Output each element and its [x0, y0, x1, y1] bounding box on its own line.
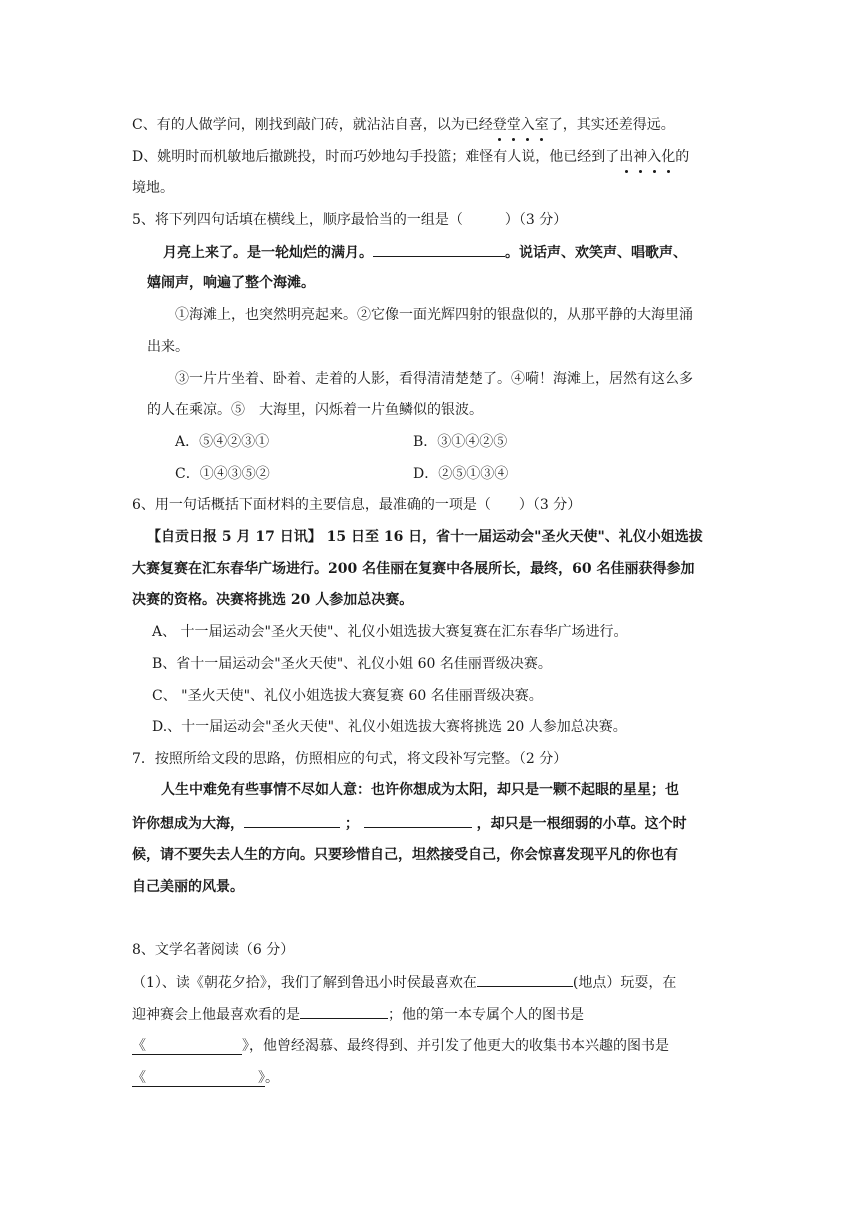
q4-option-d-continued: 境地。 [132, 180, 174, 196]
q5-answer-blank[interactable] [373, 242, 505, 257]
q5-stem: 5、将下列四句话填在横线上，顺序最恰当的一组是（ ）（3 分） [132, 212, 568, 228]
q7-passage-line2 [132, 813, 687, 834]
q5-passage-line1 [163, 242, 687, 263]
q8-book-title-1 [132, 1038, 242, 1055]
q5-sentences-line4: 的人在乘凉。⑤ 大海里，闪烁着一片鱼鳞似的银波。 [147, 402, 483, 418]
q8-line2-text-cont: ；他的第一本专属个人的图书是 [388, 1007, 584, 1023]
q7-semicolon: ； [344, 816, 359, 832]
q8-close-bracket-2: 》 [258, 1070, 265, 1086]
emphasis-dot-char: 神 [633, 149, 648, 165]
q5-sentences-line2: 出来。 [147, 339, 189, 355]
q8-favorite-blank[interactable] [300, 1004, 388, 1019]
q7-answer-blank-2[interactable] [364, 813, 472, 828]
q8-line2-text: 迎神赛会上他最喜欢看的是 [132, 1007, 300, 1023]
q5-option-b: B．③①④②⑤ [413, 434, 508, 450]
q5-option-d: D．②⑤①③④ [413, 466, 509, 482]
q8-line1-text: （1）、读《朝花夕拾》，我们了解到鲁迅小时侯最喜欢在 [132, 975, 477, 991]
q6-option-d: D.、十一届运动会"圣火天使"、礼仪小姐选拔大赛将挑选 20 人参加总决赛。 [152, 719, 627, 735]
q4-option-c-text-end: 了，其实还差得远。 [548, 117, 675, 133]
q4-option-c [132, 115, 675, 135]
q4-option-d-text: D、姚明时而机敏地后撤跳投，时而巧妙地勾手投篮；难怪有人说，他已经到了 [132, 149, 620, 165]
emphasis-dot-char: 入 [520, 117, 535, 133]
emphasis-dot-char: 登 [492, 117, 507, 133]
q8-stem: 8、文学名著阅读（6 分） [132, 942, 295, 958]
q8-line1-text-cont: (地点）玩耍，在 [572, 975, 677, 991]
q5-sentences-line1: ①海滩上，也突然明亮起来。②它像一面光辉四射的银盘似的，从那平静的大海里涌 [175, 307, 693, 323]
emphasis-dot-char: 室 [534, 117, 549, 133]
q7-stem: 7．按照所给文段的思路，仿照相应的句式，将文段补写完整。（2 分） [132, 751, 568, 767]
q8-line3 [132, 1036, 669, 1056]
q6-option-b: B、省十一届运动会"圣火天使"、礼仪小姐 60 名佳丽晋级决赛。 [152, 656, 552, 672]
emphasis-dot-char: 化 [661, 149, 676, 165]
emphasis-dot-char: 出 [619, 149, 634, 165]
q6-option-c: C、 "圣火天使"、礼仪小姐选拔大赛复赛 60 名佳丽晋级决赛。 [152, 688, 543, 704]
q5-sentences-line3: ③一片片坐着、卧着、走着的人影，看得清清楚楚了。④嗬！海滩上，居然有这么多 [175, 371, 693, 387]
q5-option-a: A．⑤④②③① [175, 434, 270, 450]
q5-passage-line2: 嬉闹声，响遍了整个海滩。 [147, 275, 315, 291]
q8-open-bracket-2: 《 [132, 1070, 146, 1086]
emphasis-dot-char: 入 [647, 149, 662, 165]
q7-passage-line3: 候，请不要失去人生的方向。只要珍惜自己，坦然接受自己，你会惊喜发现平凡的你也有 [132, 847, 678, 863]
q8-line4 [132, 1068, 279, 1088]
q5-passage-text: 月亮上来了。是一轮灿烂的满月。 [163, 245, 373, 261]
q8-line3-text: 》，他曾经渴慕、最终得到、并引发了他更大的收集书本兴趣的图书是 [242, 1038, 669, 1054]
q4-option-d-text-end: 的 [675, 149, 690, 165]
q7-passage-line4: 自己美丽的风景。 [132, 879, 244, 895]
q8-book-title-2 [132, 1070, 265, 1087]
q6-stem: 6、用一句话概括下面材料的主要信息，最准确的一项是（ ）（3 分） [132, 497, 582, 513]
q7-passage-line1: 人生中难免有些事情不尽如人意：也许你想成为太阳，却只是一颗不起眼的星星；也 [161, 782, 679, 798]
q6-material-line3: 决赛的资格。决赛将挑选 20 人参加总决赛。 [132, 592, 414, 608]
q5-option-c: C．①④③⑤② [175, 466, 270, 482]
q6-material-line2: 大赛复赛在汇东春华广场进行。200 名佳丽在复赛中各展所长，最终，60 名佳丽获得参加 [132, 561, 695, 577]
q4-option-d-dotted-word [619, 149, 675, 165]
q4-option-d [132, 147, 689, 167]
q8-line1 [132, 972, 676, 993]
q8-line2 [132, 1004, 584, 1025]
q6-material-line1: 【自贡日报 5 月 17 日讯】 15 日至 16 日，省十一届运动会"圣火天使"、礼仪小姐选拔 [147, 529, 703, 545]
q8-period: 。 [265, 1070, 279, 1086]
q8-place-blank[interactable] [477, 972, 573, 987]
q8-book-blank-2[interactable] [146, 1068, 258, 1082]
emphasis-dot-char: 堂 [506, 117, 521, 133]
q4-option-c-text: C、有的人做学问，刚找到敲门砖，就沾沾自喜，以为已经 [132, 117, 493, 133]
q4-option-c-dotted-word [493, 117, 549, 133]
q7-passage-text: 许你想成为大海， [132, 816, 244, 832]
q7-answer-blank-1[interactable] [244, 813, 340, 828]
q8-book-blank-1[interactable] [146, 1036, 242, 1050]
q8-open-bracket: 《 [132, 1038, 146, 1054]
q5-passage-text-cont: 。说话声、欢笑声、唱歌声、 [505, 245, 687, 261]
q6-option-a: A、 十一届运动会"圣火天使"、礼仪小姐选拔大赛复赛在汇东春华广场进行。 [152, 624, 628, 640]
q7-passage-text-cont: ，却只是一根细弱的小草。这个时 [476, 816, 687, 832]
